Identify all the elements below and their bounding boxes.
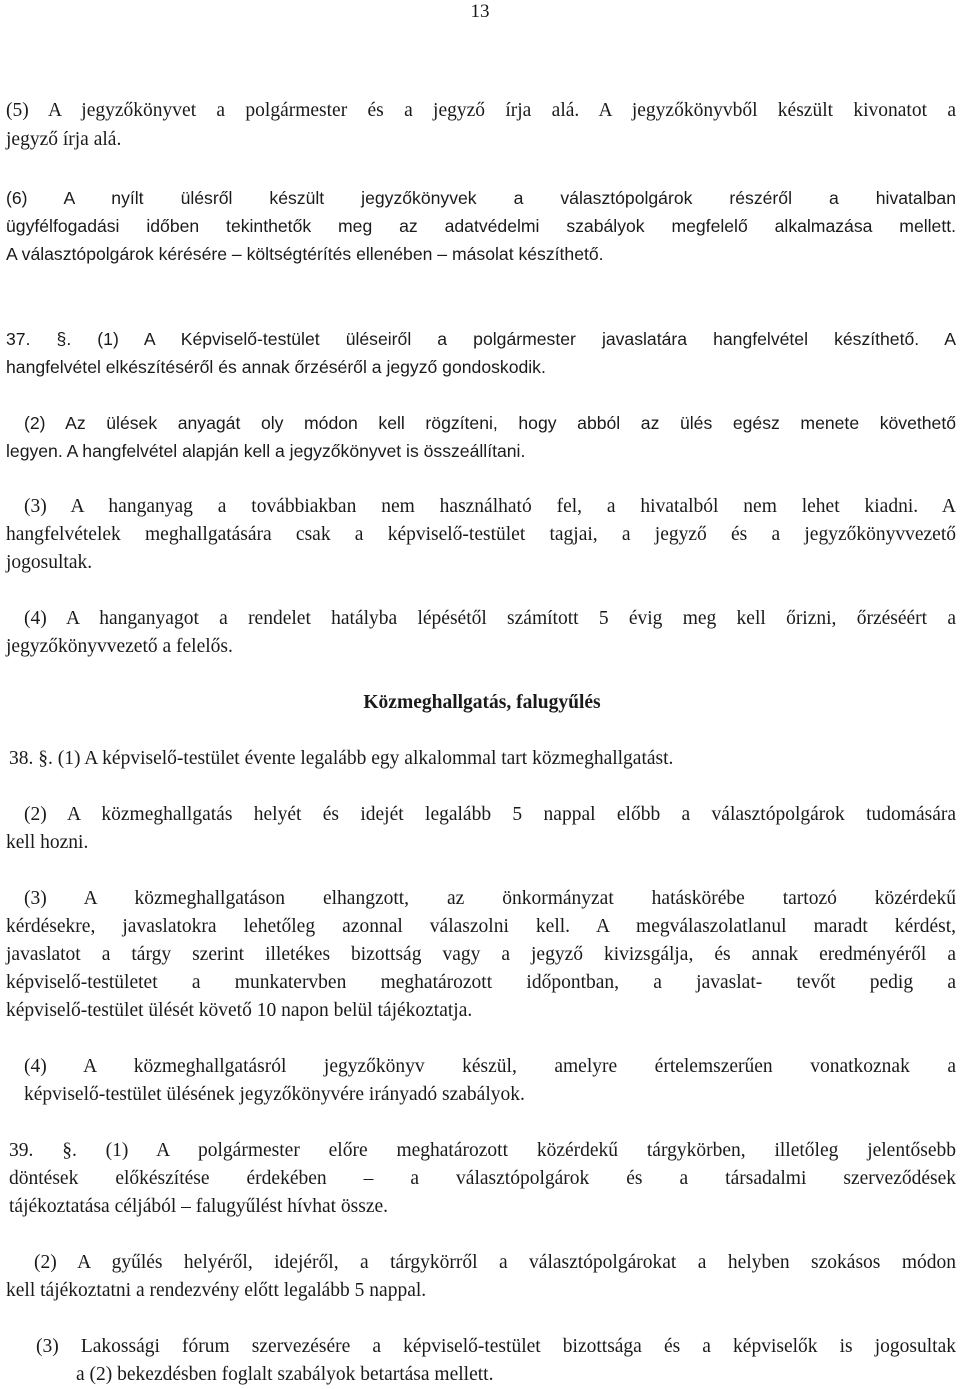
text-line: jegyző írja alá. — [6, 129, 122, 150]
text-line: javaslatot a tárgy szerint illetékes bizottság vagy a jegyző kivizsgálja, és annak eredményéről a — [6, 944, 956, 965]
text-line: (4) A közmeghallgatásról jegyzőkönyv készül, amelyre értelemszerűen vonatkoznak a — [24, 1056, 956, 1077]
text-line: 39. §. (1) A polgármester előre meghatározott közérdekű tárgykörben, illetőleg jelentősebb — [9, 1140, 956, 1161]
text-line: (3) A közmeghallgatáson elhangzott, az önkormányzat hatáskörébe tartozó közérdekű — [24, 888, 956, 909]
text-line: A választópolgárok kérésére – költségtérítés ellenében – másolat készíthető. — [6, 244, 604, 264]
text-line: kell tájékoztatni a rendezvény előtt legalább 5 nappal. — [6, 1280, 427, 1301]
text-line: képviselő-testületet a munkatervben meghatározott időpontban, a javaslat- tevőt pedig a — [6, 972, 956, 993]
page-number: 13 — [470, 1, 490, 22]
text-line: hangfelvétel elkészítéséről és annak őrzéséről a jegyző gondoskodik. — [6, 357, 546, 377]
text-line: (2) A közmeghallgatás helyét és idejét legalább 5 nappal előbb a választópolgárok tudomására — [24, 804, 956, 825]
text-line: kérdésekre, javaslatokra lehetőleg azonnal válaszolni kell. A megválaszolatlanul maradt kérdést, — [6, 916, 956, 937]
text-line: (2) Az ülések anyagát oly módon kell rögzíteni, hogy abból az ülés egész menete követhető — [24, 413, 956, 433]
text-line: (6) A nyílt ülésről készült jegyzőkönyvek a választópolgárok részéről a hivatalban — [6, 188, 956, 208]
text-line: tájékoztatása céljából – falugyűlést hívhat össze. — [9, 1196, 389, 1217]
text-line: 37. §. (1) A Képviselő-testület üléseiről a polgármester javaslatára hangfelvétel készíthető. A — [6, 329, 956, 349]
text-line: (3) A hanganyag a továbbiakban nem használható fel, a hivatalból nem lehet kiadni. A — [24, 496, 956, 517]
text-line: jogosultak. — [6, 552, 93, 573]
text-line: (3) Lakossági fórum szervezésére a képviselő-testület bizottsága és a képviselők is jogosultak — [36, 1336, 956, 1357]
text-line: (4) A hanganyagot a rendelet hatályba lépésétől számított 5 évig meg kell őrizni, őrzéséért a — [24, 608, 956, 629]
text-line: ügyfélfogadási időben tekinthetők meg az adatvédelmi szabályok megfelelő alkalmazása mellett. — [6, 216, 956, 236]
text-line: 38. §. (1) A képviselő-testület évente legalább egy alkalommal tart közmeghallgatást. — [9, 748, 674, 769]
text-line: (2) A gyűlés helyéről, idejéről, a tárgykörről a választópolgárokat a helyben szokásos módon — [34, 1252, 956, 1273]
text-line: (5) A jegyzőkönyvet a polgármester és a jegyző írja alá. A jegyzőkönyvből készült kivonatot a — [6, 100, 956, 121]
section-heading: Közmeghallgatás, falugyűlés — [363, 692, 601, 713]
text-line: a (2) bekezdésben foglalt szabályok betartása mellett. — [76, 1364, 494, 1385]
text-line: hangfelvételek meghallgatására csak a képviselő-testület tagjai, a jegyző és a jegyzőkönyvvezető — [6, 524, 956, 545]
text-line: képviselő-testület ülésének jegyzőkönyvére irányadó szabályok. — [24, 1084, 525, 1105]
text-line: legyen. A hangfelvétel alapján kell a jegyzőkönyvet is összeállítani. — [6, 441, 526, 461]
text-line: jegyzőkönyvvezető a felelős. — [6, 636, 233, 657]
text-line: kell hozni. — [6, 832, 89, 853]
text-line: döntések előkészítése érdekében – a választópolgárok és a társadalmi szerveződések — [9, 1168, 956, 1189]
text-line: képviselő-testület ülését követő 10 napon belül tájékoztatja. — [6, 1000, 473, 1021]
